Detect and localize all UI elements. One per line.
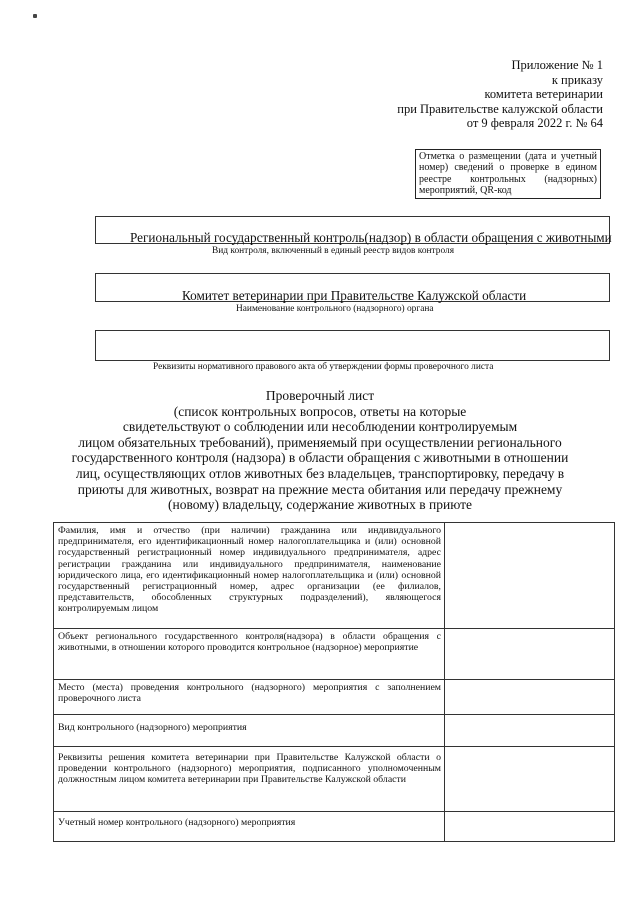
title-line: свидетельствуют о соблюдении или несоблюдении контролируемым	[122, 419, 518, 435]
qr-code-box: Отметка о размещении (дата и учетный номер) сведений о проверке в едином реестре контрольных (надзорных) мероприятий, QR-код	[415, 149, 601, 199]
requisites-caption: Реквизиты нормативного правового акта об утверждении формы проверочного листа	[153, 362, 494, 372]
answer-cell[interactable]	[445, 629, 615, 680]
answer-cell[interactable]	[445, 812, 615, 842]
title-line: лиц, осуществляющих отлов животных без владельцев, транспортировку, передачу в	[75, 465, 565, 481]
title-line: государственного контроля (надзора) в области обращения с животными в отношении	[71, 450, 569, 466]
answer-cell[interactable]	[445, 715, 615, 747]
scan-speck	[33, 14, 37, 18]
answer-cell[interactable]	[445, 747, 615, 812]
answer-cell[interactable]	[445, 523, 615, 629]
checklist-title	[60, 388, 580, 513]
table-row	[54, 629, 615, 680]
authority-caption: Наименование контрольного (надзорного) органа	[236, 304, 434, 314]
requisites-field[interactable]	[95, 330, 610, 361]
question-cell: Учетный номер контрольного (надзорного) мероприятия	[54, 812, 445, 842]
appendix-line: комитета ветеринарии	[484, 87, 603, 102]
appendix-line: Приложение № 1	[511, 58, 603, 72]
control-type-value: Региональный государственный контроль(надзор) в области обращения с животными	[130, 230, 612, 245]
question-cell: Вид контрольного (надзорного) мероприятия	[54, 715, 445, 747]
title-line: Проверочный лист	[265, 388, 375, 403]
appendix-line: при Правительстве калужской области	[397, 101, 603, 116]
title-line: приюты для животных, возврат на прежние места обитания или передачу прежнему	[77, 481, 563, 497]
question-cell: Реквизиты решения комитета ветеринарии при Правительстве Калужской области о проведении контрольного (надзорного) мероприятия, подписанного уполномоченным должностным лицом комитета ветеринарии при Правительстве Калужской области	[54, 747, 445, 812]
question-cell: Объект регионального государственного контроля(надзора) в области обращения с животными, в отношении которого проводится контрольное (надзорное) мероприятие	[54, 629, 445, 680]
table-row	[54, 812, 615, 842]
table-row	[54, 747, 615, 812]
title-line: лицом обязательных требований), применяемый при осуществлении регионального	[78, 434, 562, 450]
table-row	[54, 523, 615, 629]
table-row	[54, 715, 615, 747]
appendix-header	[397, 58, 603, 131]
question-cell: Фамилия, имя и отчество (при наличии) гражданина или индивидуального предпринимателя, его идентификационный номер налогоплательщика и (или) основной государственный регистрационный номер индивидуального предпринимателя, адрес регистрации гражданина или индивидуального предпринимателя, наименование юридического лица, его идентификационный номер налогоплательщика и (или) основной государственный регистрационный номер, адрес организации (ее филиалов, представительств, обособленных структурных подразделений), являющегося контролируемым лицом	[54, 523, 445, 629]
title-line: (новому) владельцу, содержание животных в приюте	[167, 497, 473, 513]
checklist-table	[53, 522, 615, 842]
table-row	[54, 680, 615, 715]
control-type-caption: Вид контроля, включенный в единый реестр видов контроля	[212, 246, 455, 256]
title-line: (список контрольных вопросов, ответы на которые	[173, 403, 467, 419]
authority-value: Комитет ветеринарии при Правительстве Калужской области	[182, 288, 527, 303]
appendix-line: от 9 февраля 2022 г. № 64	[466, 116, 603, 131]
answer-cell[interactable]	[445, 680, 615, 715]
appendix-line: к приказу	[551, 72, 603, 87]
question-cell: Место (места) проведения контрольного (надзорного) мероприятия с заполнением проверочного листа	[54, 680, 445, 715]
